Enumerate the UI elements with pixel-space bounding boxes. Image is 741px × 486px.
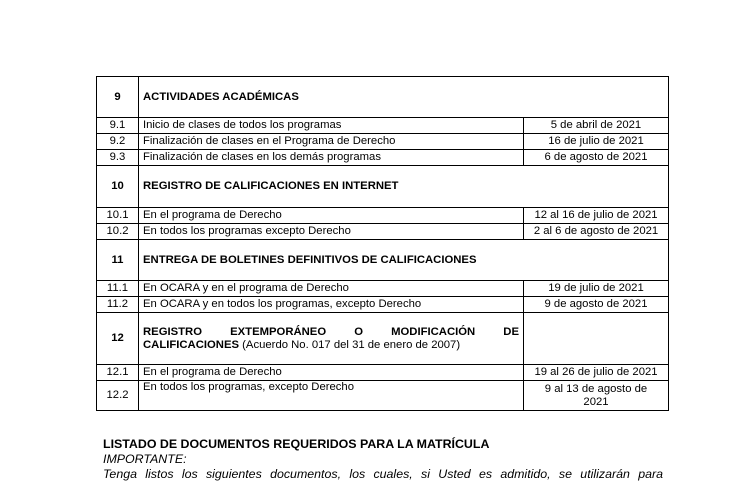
item-date-line1: 9 al 13 de agosto de [544, 382, 648, 395]
item-number: 11.1 [97, 281, 139, 297]
section-title: REGISTRO DE CALIFICACIONES EN INTERNET [139, 166, 669, 208]
section-number: 11 [97, 240, 139, 281]
item-number: 12.2 [97, 381, 139, 411]
item-number: 9.1 [97, 118, 139, 134]
item-number: 9.3 [97, 150, 139, 166]
table-row [97, 118, 669, 134]
section-title-line1: REGISTRO EXTEMPORÁNEO O MODIFICACIÓN DE [143, 325, 519, 338]
empty-date-cell [524, 313, 669, 365]
item-date: 19 al 26 de julio de 2021 [524, 365, 669, 381]
section-title [139, 313, 524, 365]
item-number: 11.2 [97, 297, 139, 313]
section-title-note: (Acuerdo No. 017 del 31 de enero de 2007) [239, 338, 461, 351]
table-row [97, 381, 669, 411]
section-title: ENTREGA DE BOLETINES DEFINITIVOS DE CALIFICACIONES [139, 240, 669, 281]
item-date [524, 381, 669, 411]
table-row [97, 224, 669, 240]
section-number: 9 [97, 77, 139, 118]
section-title-line2: CALIFICACIONES [143, 338, 240, 351]
item-date: 12 al 16 de julio de 2021 [524, 208, 669, 224]
item-date: 16 de julio de 2021 [524, 134, 669, 150]
section-row [97, 77, 669, 118]
item-date: 6 de agosto de 2021 [524, 150, 669, 166]
section-title: ACTIVIDADES ACADÉMICAS [139, 77, 669, 118]
section-row [97, 313, 669, 365]
item-description: En OCARA y en todos los programas, excepto Derecho [139, 297, 524, 313]
item-number: 10.2 [97, 224, 139, 240]
item-date: 5 de abril de 2021 [524, 118, 669, 134]
table-row [97, 208, 669, 224]
item-number: 10.1 [97, 208, 139, 224]
table-row [97, 150, 669, 166]
item-description: En OCARA y en el programa de Derecho [139, 281, 524, 297]
documents-text: Tenga listos los siguientes documentos, los cuales, si Usted es admitido, se utilizarán para [103, 467, 663, 481]
item-number: 12.1 [97, 365, 139, 381]
section-number: 12 [97, 313, 139, 365]
calendar-table [96, 76, 669, 411]
table-row [97, 134, 669, 150]
item-description: En todos los programas, excepto Derecho [139, 381, 524, 411]
section-row [97, 166, 669, 208]
item-description: En el programa de Derecho [139, 208, 524, 224]
documents-title: LISTADO DE DOCUMENTOS REQUERIDOS PARA LA MATRÍCULA [103, 437, 490, 451]
table-row [97, 365, 669, 381]
documents-section [103, 437, 663, 482]
item-date: 9 de agosto de 2021 [524, 297, 669, 313]
item-description: Inicio de clases de todos los programas [139, 118, 524, 134]
item-date: 19 de julio de 2021 [524, 281, 669, 297]
section-row [97, 240, 669, 281]
table-row [97, 281, 669, 297]
item-date-line2: 2021 [583, 395, 609, 408]
important-label: IMPORTANTE: [103, 452, 187, 466]
item-description: En todos los programas excepto Derecho [139, 224, 524, 240]
section-number: 10 [97, 166, 139, 208]
item-date: 2 al 6 de agosto de 2021 [524, 224, 669, 240]
item-description: Finalización de clases en los demás programas [139, 150, 524, 166]
item-number: 9.2 [97, 134, 139, 150]
table-row [97, 297, 669, 313]
item-description: En el programa de Derecho [139, 365, 524, 381]
item-description: Finalización de clases en el Programa de Derecho [139, 134, 524, 150]
